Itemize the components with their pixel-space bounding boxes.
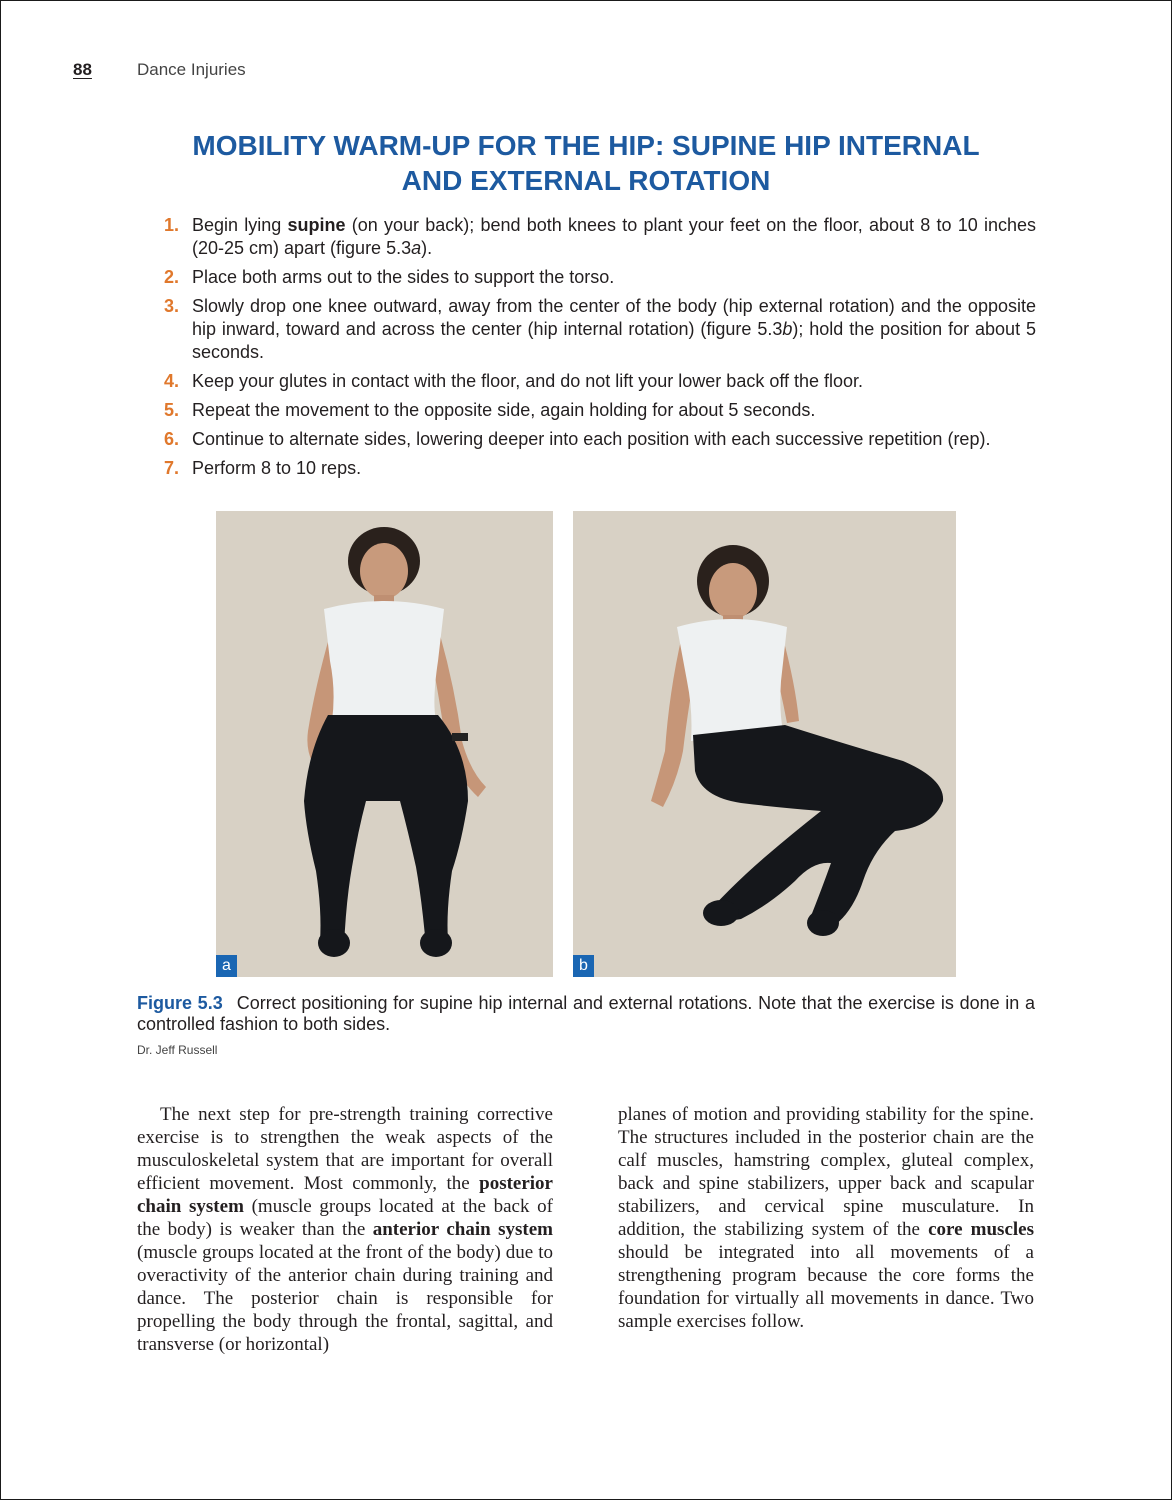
step-number: 7.: [164, 458, 180, 478]
figure-label: Figure 5.3: [137, 993, 223, 1013]
step-number: 6.: [164, 429, 180, 449]
body-bold-term: posterior chain system: [137, 1173, 553, 1217]
step-figure-ref: b: [782, 319, 793, 339]
body-text: planes of motion and providing stability for the spine. The structures included in the posterior chain are the calf muscles, hamstring complex, gluteal complex, back and spine stabilizers, upper back and scapular stabilizers, and cervical spine musculature. In addition, the stabilizing system of the: [618, 1104, 1034, 1240]
step-item: [164, 266, 1036, 289]
body-text: should be integrated into all movements of a strengthening program because the core forms the foundation for virtually all movements in dance. Two sample exercises follow.: [618, 1242, 1034, 1332]
body-column-left: [137, 1103, 553, 1356]
step-number: 5.: [164, 400, 180, 420]
step-text: Place both arms out to the sides to support the torso.: [192, 267, 615, 287]
step-number: 3.: [164, 296, 180, 316]
body-text: (muscle groups located at the back of the body) is weaker than the: [137, 1196, 553, 1240]
step-text: ).: [421, 238, 433, 258]
photo-label-b: b: [573, 955, 594, 977]
step-text: ); hold the position for about 5 seconds.: [192, 319, 1036, 362]
step-text: Keep your glutes in contact with the floor, and do not lift your lower back off the floor.: [192, 371, 864, 391]
step-item: [164, 428, 1036, 451]
photo-a-illustration: [216, 511, 553, 977]
figure-caption: [137, 993, 1035, 1035]
body-bold-term: core muscles: [928, 1219, 1034, 1240]
figure-caption-text: Correct positioning for supine hip internal and external rotations. Note that the exercise is done in a controlled fashion to both sides.: [137, 993, 1035, 1034]
step-text: Begin lying: [192, 215, 288, 235]
section-title-line-2: AND EXTERNAL ROTATION: [401, 165, 771, 196]
step-item: [164, 370, 1036, 393]
section-title-line-1: MOBILITY WARM-UP FOR THE HIP: SUPINE HIP INTERNAL: [192, 130, 980, 161]
step-figure-ref: a: [411, 238, 422, 258]
steps-list: [164, 214, 1036, 486]
step-bold-term: supine: [287, 215, 346, 235]
body-column-right: [618, 1103, 1034, 1333]
body-text: The next step for pre-strength training corrective exercise is to strengthen the weak aspects of the musculoskeletal system that are important for overall efficient movement. Most commonly, the: [137, 1104, 553, 1194]
step-text: Slowly drop one knee outward, away from the center of the body (hip external rotation) and the opposite hip inward, toward and across the center (hip internal rotation) (figure 5.3: [192, 296, 1036, 339]
step-item: [164, 457, 1036, 480]
step-item: [164, 214, 1036, 260]
photo-credit: Dr. Jeff Russell: [137, 1043, 218, 1057]
step-text: Repeat the movement to the opposite side, again holding for about 5 seconds.: [192, 400, 816, 420]
running-head: [73, 60, 246, 80]
step-text: (on your back); bend both knees to plant your feet on the floor, about 8 to 10 inches (20-25 cm) apart (figure 5.3: [192, 215, 1036, 258]
step-text: Continue to alternate sides, lowering deeper into each position with each successive repetition (rep).: [192, 429, 991, 449]
step-text: Perform 8 to 10 reps.: [192, 458, 362, 478]
step-item: [164, 399, 1036, 422]
photo-b-illustration: [573, 511, 956, 977]
body-text: (muscle groups located at the front of the body) due to overactivity of the anterior chain during training and dance. The posterior chain is responsible for propelling the body through the frontal, sagittal, and transverse (or horizontal): [137, 1242, 553, 1355]
page-number: 88: [73, 60, 92, 79]
book-title: Dance Injuries: [137, 60, 246, 79]
photo-label-a: a: [216, 955, 237, 977]
step-item: [164, 295, 1036, 364]
step-number: 4.: [164, 371, 180, 391]
step-number: 2.: [164, 267, 180, 287]
photo-b: [573, 511, 956, 977]
section-title: [150, 128, 1022, 198]
photo-a: [216, 511, 553, 977]
step-number: 1.: [164, 215, 180, 235]
body-bold-term: anterior chain system: [372, 1219, 553, 1240]
